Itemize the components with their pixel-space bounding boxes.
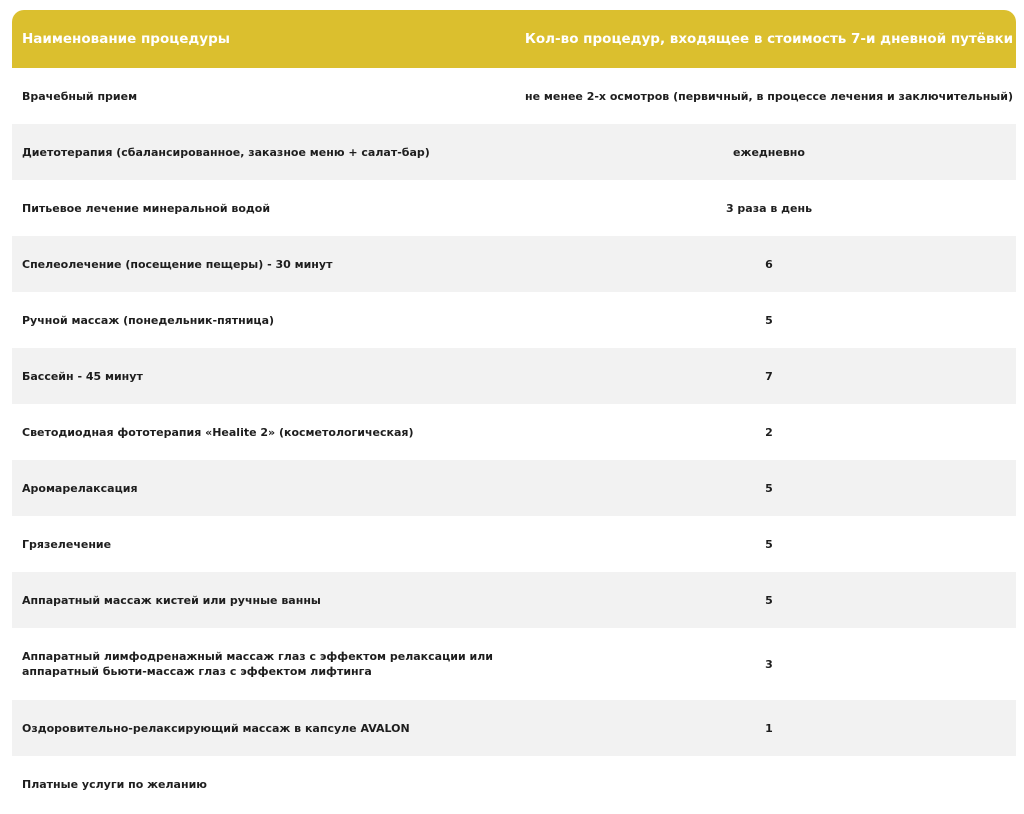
- header-procedure-count: Кол-во процедур, входящее в стоимость 7-и дневной путёвки: [524, 31, 1014, 47]
- procedure-name: Грязелечение: [22, 537, 112, 551]
- procedure-count: 1: [765, 721, 773, 735]
- table-row: [12, 460, 1016, 516]
- procedure-name: Спелеолечение (посещение пещеры) - 30 минут: [22, 257, 333, 271]
- table-row: [12, 236, 1016, 292]
- procedure-name: Аппаратный массаж кистей или ручные ванны: [22, 593, 321, 607]
- table-row: [12, 292, 1016, 348]
- procedure-name: Платные услуги по желанию: [22, 777, 207, 791]
- procedure-name: Светодиодная фототерапия «Healite 2» (косметологическая): [22, 425, 414, 439]
- procedure-count: 5: [765, 481, 773, 495]
- procedure-count: 3 раза в день: [725, 201, 813, 215]
- procedure-count: ежедневно: [733, 145, 805, 159]
- procedure-name: Аромарелаксация: [22, 481, 138, 495]
- procedure-count: 5: [765, 537, 773, 551]
- procedure-count: 6: [765, 257, 773, 271]
- table-row: [12, 124, 1016, 180]
- procedure-name: Бассейн - 45 минут: [22, 369, 143, 383]
- procedure-count: 7: [765, 369, 773, 383]
- procedure-name: Питьевое лечение минеральной водой: [22, 201, 271, 215]
- procedure-name: Оздоровительно-релаксирующий массаж в капсуле AVALON: [22, 721, 410, 735]
- table-row: [12, 628, 1016, 700]
- procedure-name: Ручной массаж (понедельник-пятница): [22, 313, 275, 327]
- procedures-table: [12, 10, 1016, 812]
- table-header: [12, 10, 1016, 68]
- table-row: [12, 516, 1016, 572]
- procedure-count: не менее 2-х осмотров (первичный, в процессе лечения и заключительный): [525, 89, 1013, 103]
- procedure-name: Аппаратный лимфодренажный массаж глаз с эффектом релаксации или аппаратный бьюти-массаж глаз с эффектом лифтинга: [22, 650, 493, 678]
- procedure-count: 5: [765, 313, 773, 327]
- procedure-count: 3: [765, 657, 773, 671]
- table-row: [12, 756, 1016, 812]
- procedure-count: 2: [765, 425, 773, 439]
- table-row: [12, 572, 1016, 628]
- table-row: [12, 700, 1016, 756]
- table-row: [12, 404, 1016, 460]
- header-procedure-name: Наименование процедуры: [22, 31, 230, 47]
- table-row: [12, 68, 1016, 124]
- procedure-name: Диетотерапия (сбалансированное, заказное меню + салат-бар): [22, 145, 430, 159]
- table-row: [12, 348, 1016, 404]
- procedure-name: Врачебный прием: [22, 89, 138, 103]
- procedure-count: 5: [765, 593, 773, 607]
- table-row: [12, 180, 1016, 236]
